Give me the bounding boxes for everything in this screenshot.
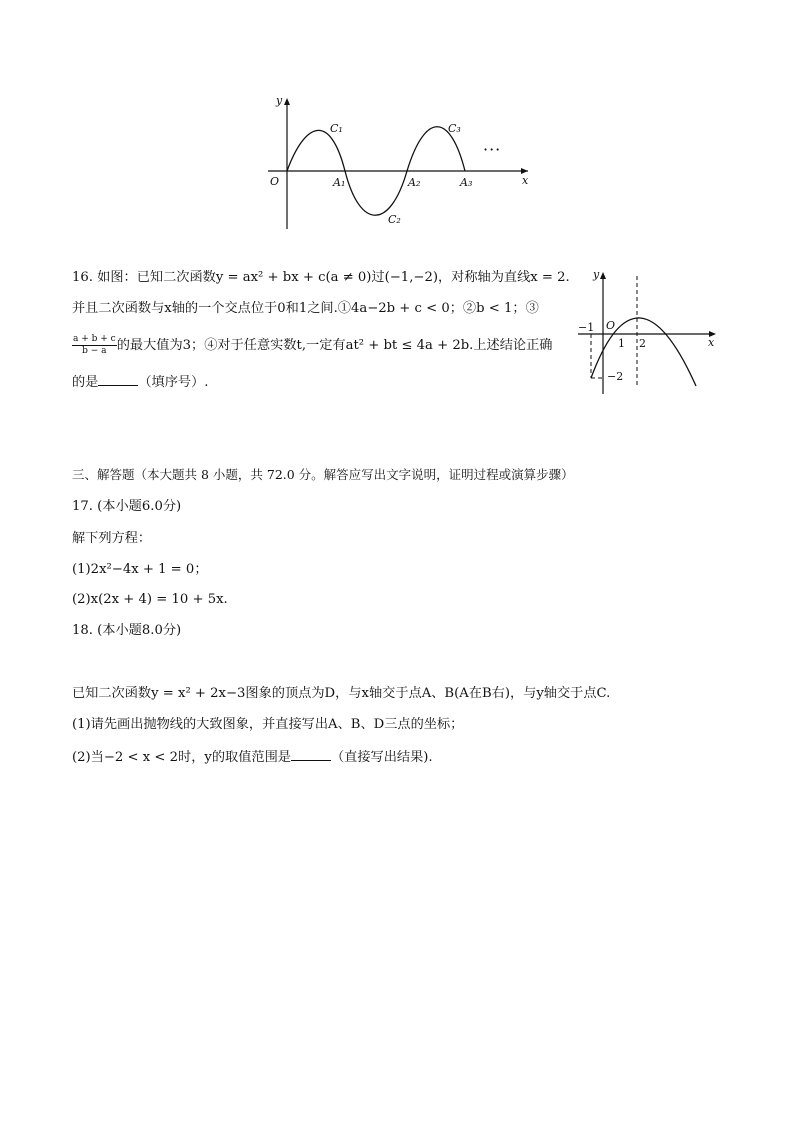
fig1-x-label: x (522, 174, 529, 187)
q18-part-2 (72, 746, 433, 768)
q18-part-1: (1)请先画出抛物线的大致图象，并直接写出A、B、D三点的坐标； (72, 717, 464, 732)
parabola-graph (574, 266, 724, 398)
q16-answer-blank[interactable] (98, 371, 138, 386)
neg1-label: −1 (578, 321, 595, 334)
q18-answer-blank[interactable] (291, 746, 331, 761)
fraction-numerator: a + b + c (73, 334, 116, 344)
q18-title: 18. (本小题8.0分) (72, 623, 182, 638)
q16-line-1: 16. 如图：已知二次函数y = ax² + bx + c(a ≠ 0)过(−1,−2)，对称轴为直线x = 2. (72, 270, 570, 285)
q16-line-3-text: 的最大值为3；④对于任意实数t,一定有at² + bt ≤ 4a + 2b.上述结论正确 (116, 338, 553, 353)
q18-stem: 已知二次函数y = x² + 2x−3图象的顶点为D，与x轴交于点A、B(A在B右)，与y轴交于点C. (72, 686, 611, 701)
q17-title: 17. (本小题6.0分) (72, 499, 182, 514)
q16-line-2: 并且二次函数与x轴的一个交点位于0和1之间.①4a−2b + c < 0；②b < 1；③ (72, 301, 539, 316)
section-3-header: 三、解答题（本大题共 8 小题，共 72.0 分。解答应写出文字说明，证明过程或演算步骤） (72, 467, 574, 482)
y-axis-arrow (600, 272, 606, 279)
two-label: 2 (639, 337, 646, 350)
a2-label: A₂ (408, 176, 421, 189)
figure-2 (574, 266, 724, 398)
q16-line-4-pre: 的是 (72, 375, 99, 390)
figure-1 (260, 92, 540, 237)
one-label: 1 (618, 337, 625, 350)
neg2-label: −2 (607, 370, 624, 383)
q16-line-4-post: （填序号）. (138, 375, 209, 390)
a3-label: A₃ (460, 176, 473, 189)
q16-line-4 (72, 371, 209, 393)
q16-line-3 (72, 334, 552, 357)
fig1-y-label: y (276, 94, 283, 107)
q18-part-2-pre: (2)当−2 < x < 2时，y的取值范围是 (72, 750, 291, 765)
q18-part-2-post: （直接写出结果). (330, 750, 433, 765)
q17-part-1: (1)2x²−4x + 1 = 0； (72, 562, 208, 577)
fig1-origin-label: O (270, 175, 280, 188)
y-axis-arrow (284, 98, 290, 105)
q17-intro: 解下列方程： (72, 531, 152, 546)
fig2-origin-label: O (606, 319, 616, 332)
q17-part-2: (2)x(2x + 4) = 10 + 5x. (72, 592, 228, 607)
fig2-x-label: x (708, 336, 715, 349)
a1-label: A₁ (333, 176, 346, 189)
fraction-denominator: b − a (82, 346, 107, 356)
c2-label: C₂ (388, 213, 401, 226)
ellipsis: ··· (483, 140, 502, 159)
fig2-y-label: y (593, 268, 600, 281)
q16-fraction (72, 334, 117, 357)
c3-label: C₃ (448, 122, 461, 135)
c1-label: C₁ (330, 122, 343, 135)
